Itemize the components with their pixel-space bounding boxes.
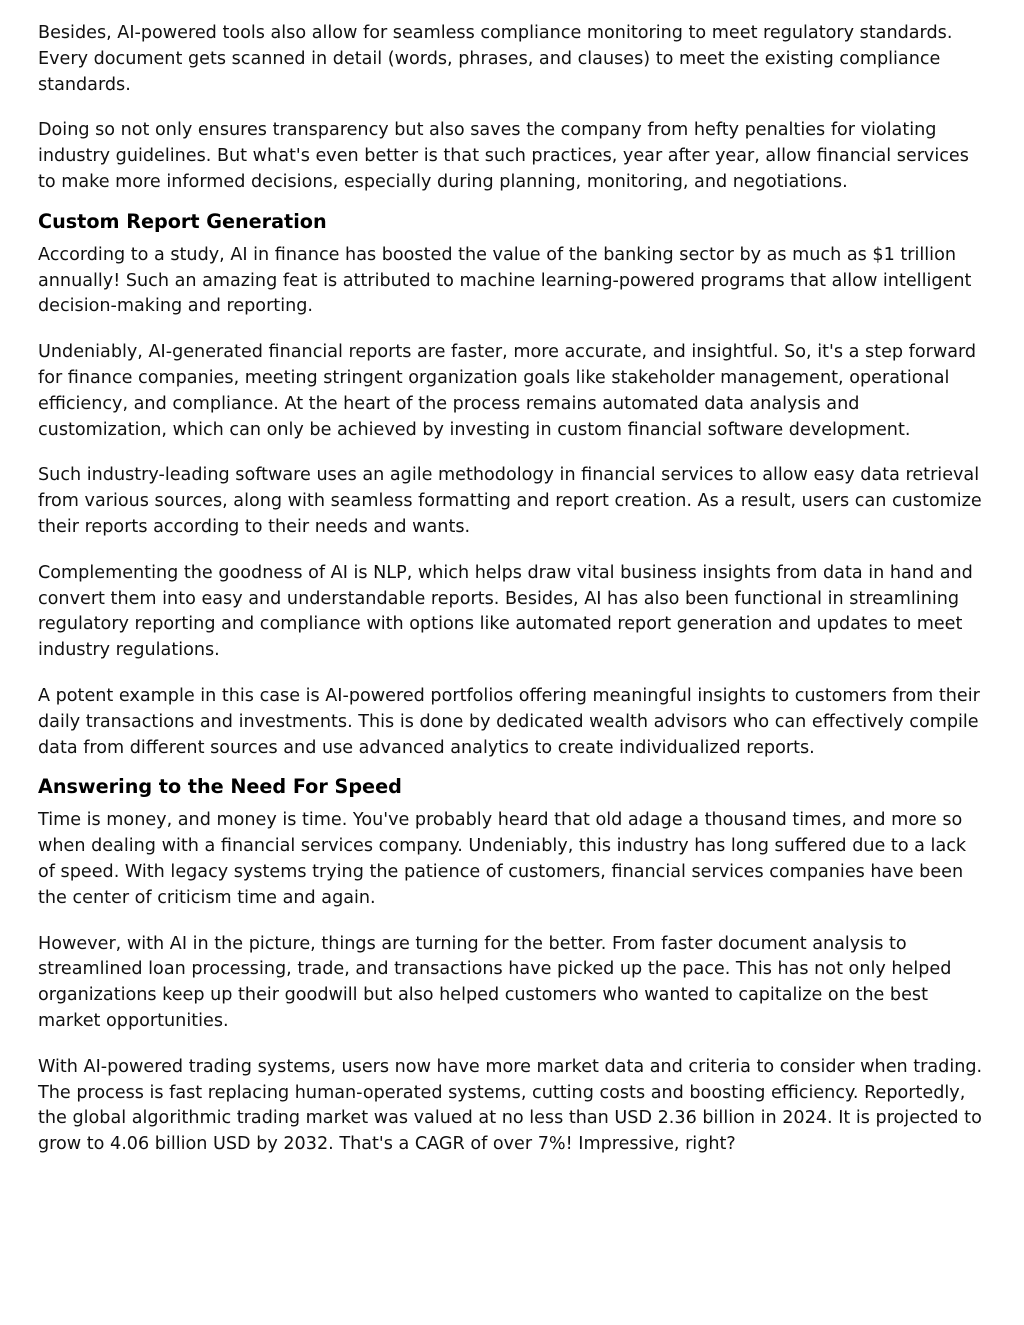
article-body	[38, 21, 986, 1178]
paragraph-ai-in-picture: However, with AI in the picture, things are turning for the better. From faster document analysis to streamlined loan processing, trade, and transactions have picked up the pace. This has not only helped organizations keep up their goodwill but also helped customers who wanted to capitalize on the best market opportunities.	[38, 933, 952, 1031]
paragraph-ai-generated-reports: Undeniably, AI-generated financial reports are faster, more accurate, and insightful. So, it's a step forward for finance companies, meeting stringent organization goals like stakeholder management, operational efficiency, and compliance. At the heart of the process remains automated data analysis and customization, which can only be achieved by investing in custom financial software development.	[38, 342, 977, 440]
paragraph-nlp-insights: Complementing the goodness of AI is NLP, which helps draw vital business insights from data in hand and convert them into easy and understandable reports. Besides, AI has also been functional in streamlining regulatory reporting and compliance with options like automated report generation and updates to meet industry regulations.	[38, 562, 973, 661]
paragraph-ai-trading-systems: With AI-powered trading systems, users now have more market data and criteria to consider when trading. The process is fast replacing human-operated systems, cutting costs and boosting efficiency. Reportedly, the global algorithmic trading market was valued at no less than USD 2.36 billion in 2024. It is projected to grow to 4.06 billion USD by 2032. That's a CAGR of over 7%! Impressive, right?	[38, 1056, 983, 1155]
paragraph-compliance-monitoring: Besides, AI-powered tools also allow for seamless compliance monitoring to meet regulatory standards. Every document gets scanned in detail (words, phrases, and clauses) to meet the existing compliance standards.	[38, 23, 953, 95]
heading-custom-report-generation: Custom Report Generation	[38, 209, 327, 233]
paragraph-agile-methodology: Such industry-leading software uses an agile methodology in financial services to allow easy data retrieval from various sources, along with seamless formatting and report creation. As a result, users can customize their reports according to their needs and wants.	[38, 465, 982, 537]
paragraph-ai-finance-study: According to a study, AI in finance has boosted the value of the banking sector by as much as $1 trillion annually! Such an amazing feat is attributed to machine learning-powered programs that allow intelligent decision-making and reporting.	[38, 244, 972, 317]
paragraph-transparency: Doing so not only ensures transparency but also saves the company from hefty penalties for violating industry guidelines. But what's even better is that such practices, year after year, allow financial services to make more informed decisions, especially during planning, monitoring, and negotiations.	[38, 120, 969, 192]
heading-need-for-speed: Answering to the Need For Speed	[38, 775, 402, 799]
paragraph-time-is-money: Time is money, and money is time. You've probably heard that old adage a thousand times, and more so when dealing with a financial services company. Undeniably, this industry has long suffered due to a lack of speed. With legacy systems trying the patience of customers, financial services companies have been the center of criticism time and again.	[38, 810, 967, 908]
paragraph-ai-portfolios: A potent example in this case is AI-powered portfolios offering meaningful insights to customers from their daily transactions and investments. This is done by dedicated wealth advisors who can effectively compile data from different sources and use advanced analytics to create individualized reports.	[38, 685, 980, 758]
